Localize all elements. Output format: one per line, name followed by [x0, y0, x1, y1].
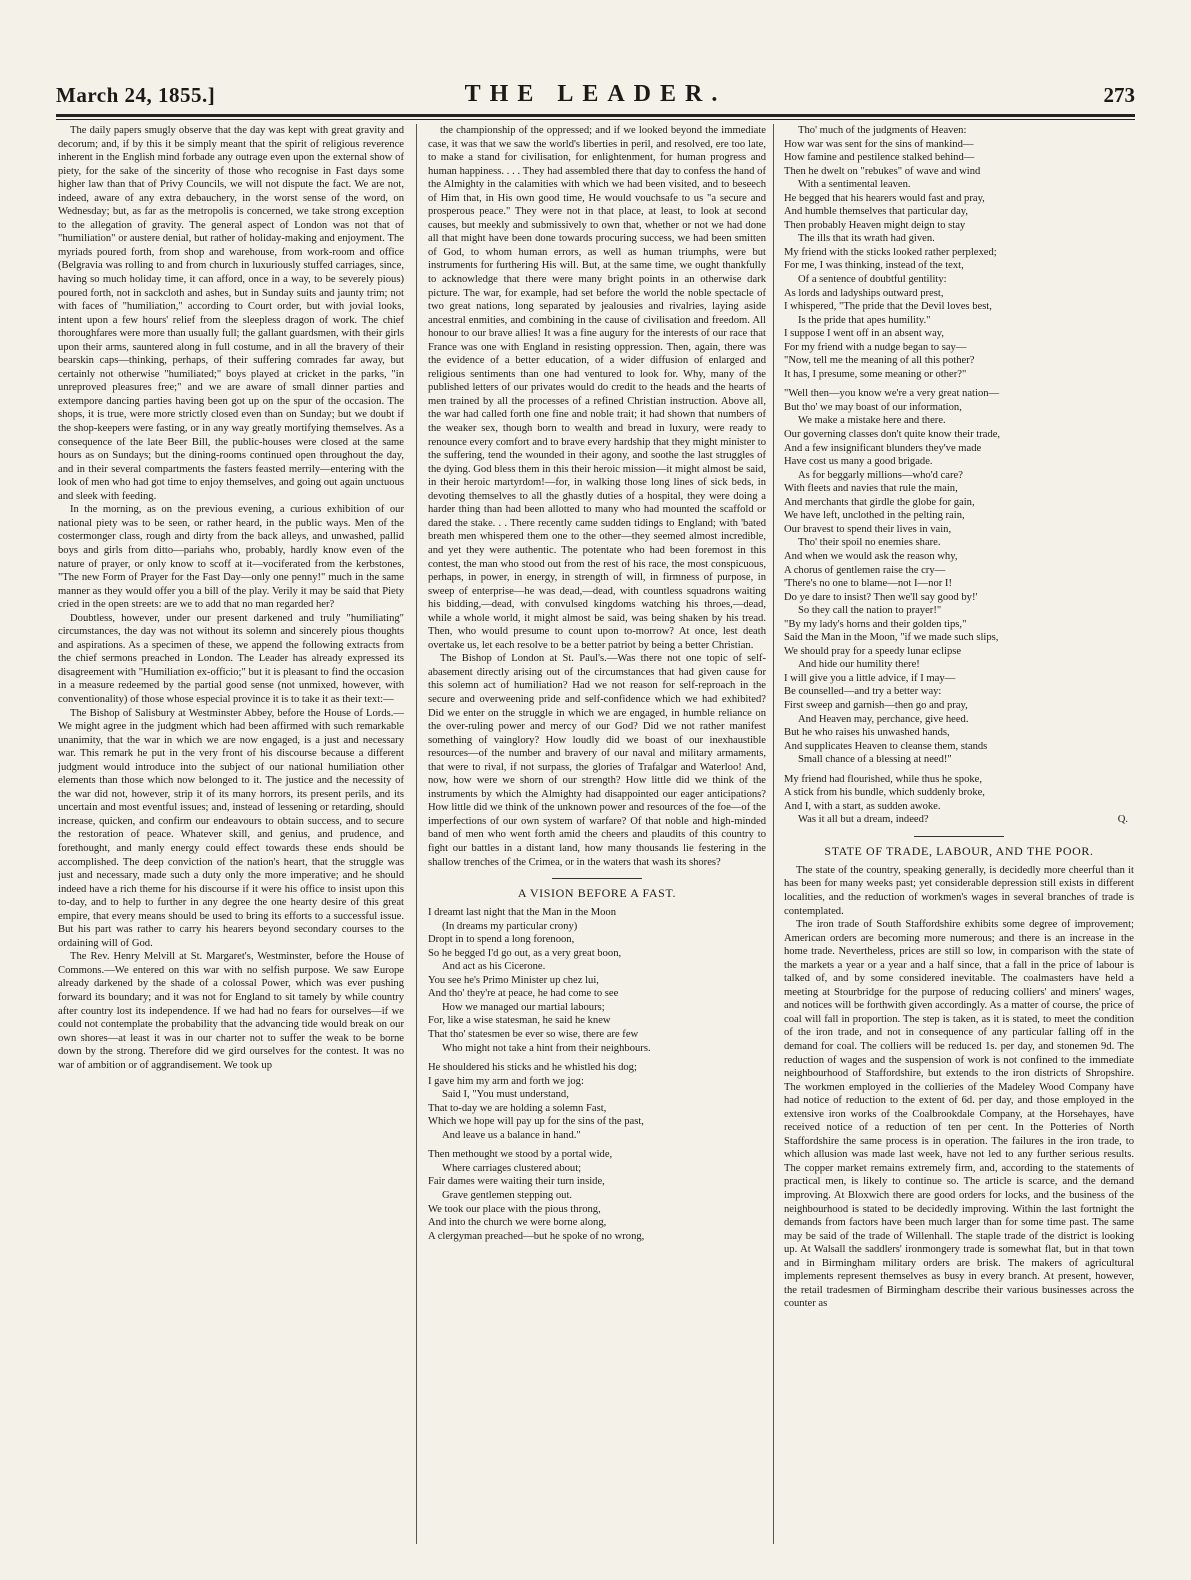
poem-stanza	[784, 124, 1134, 381]
poem-line: And into the church we were borne along,	[428, 1217, 607, 1229]
poem-line: And tho' they're at peace, he had come to see	[428, 988, 619, 1000]
poem-line: My friend with the sticks looked rather perplexed;	[784, 246, 997, 258]
poem-line: Our governing classes don't quite know their trade,	[784, 429, 1001, 441]
poem-line: Then methought we stood by a portal wide,	[428, 1149, 613, 1161]
masthead-rule	[56, 114, 1135, 117]
poem-line: Said I, "You must understand,	[442, 1089, 569, 1101]
masthead	[56, 76, 1135, 110]
section-divider	[914, 836, 1004, 837]
poem-line: For, like a wise statesman, he said he knew	[428, 1015, 611, 1027]
poem-line: But tho' we may boast of our information,	[784, 401, 962, 413]
poem-stanza	[428, 906, 766, 1055]
poem-line: For me, I was thinking, instead of the text,	[784, 260, 964, 272]
poem-line: It has, I presume, some meaning or other?"	[784, 368, 967, 380]
poem-line: I dreamt last night that the Man in the Moon	[428, 907, 617, 919]
article-paragraph: The state of the country, speaking generally, is decidedly more cheerful than it has been for many weeks past; yet considerable depression still exists in different localities, and the reduction of workmen's wages in several branches of trade is contemplated.	[784, 864, 1134, 917]
poem-line: Then he dwelt on "rebukes" of wave and wind	[784, 165, 981, 177]
poem-line: A chorus of gentlemen raise the cry—	[784, 564, 946, 576]
poem-line: He begged that his hearers would fast and pray,	[784, 192, 985, 204]
poem-line: Small chance of a blessing at need!"	[798, 754, 952, 766]
poem-stanza	[428, 1061, 766, 1142]
poem-line: That to-day we are holding a solemn Fast,	[428, 1102, 607, 1114]
poem-line: And I, with a start, as sudden awoke.	[784, 800, 941, 812]
poem-line: How war was sent for the sins of mankind—	[784, 138, 974, 150]
section-heading-trade: STATE OF TRADE, LABOUR, AND THE POOR.	[824, 843, 1094, 858]
article-paragraph: Doubtless, however, under our present darkened and truly "humiliating" circumstances, the day was not without its solemn and sincerely pious thoughts and aspirations. As a specimen of these, we append the following extracts from the chief sermons preached in London. The Leader has already expressed its disagreement with "Humiliation ex-officio;" but it is pleasant to find the occasion in a measure redeemed by the partial good sense (not unmixed, however, with conventionality) of those whose especial province it is to take it as their text:—	[58, 612, 404, 705]
newspaper-title: THE LEADER.	[464, 81, 727, 107]
poem-line: And act as his Cicerone.	[442, 961, 546, 973]
poem-line: And supplicates Heaven to cleanse them, stands	[784, 740, 988, 752]
poem-line: Which we hope will pay up for the sins of the past,	[428, 1116, 644, 1128]
masthead-rule-thin	[56, 119, 1135, 120]
article-paragraph: The daily papers smugly observe that the day was kept with great gravity and decorum; and, if by this it be simply meant that the spirit of religious reverence inherent in the English mind forbade any outrage even upon the external show of piety, for the sake of the sincerity of those who recognise in Fast days some higher law than that of Privy Councils, we will not dispute the fact. We are not, indeed, aware of any extra debauchery, in the worst sense of the word, on Wednesday; but, as far as the metropolis is concerned, we take strong exception to the allegation of gravity. The general aspect of London was not that of "humiliation" or austere denial, but rather of holiday-making and enjoyment. The myriads poured forth, from shop and warehouse, from work-room and office (Belgravia was rolling to and from church in luxuriously stuffed carriages, since, having so much holiday time, it can afford, once in a way, to be severely pious) poured forth, not in sackcloth and ashes, but in Sunday suits and jaunty trim; not with faces of "humiliation," according to Court order, but with jovial looks, intent upon a few hours' relief from the sleepless dragon of work. The chief thoroughfares were more than usually full; the gallant guardsmen, with their girls upon their arms, sauntered along in full costume, and in all the bravery of their bearskin caps—thinking, perhaps, of their suffering comrades far away, but certainly not otherwise "humiliated;" boys played at cricket in the parks, "in unreproved pleasures free;" and we are aware of small dinner parties and extempore dancing parties having been got up on the spur of the occasion. The shops, it is true, were more strictly closed even than on Sunday; but we doubt if the shop-keepers were fasting, or in any way greatly mortifying themselves. As a consequence of the late Beer Bill, the public-houses were closed at the same hours as on Sundays; but the dining-rooms continued open throughout the day, and in their several compartments the fasters feasted merrily—entering with the look of men who had got time to enjoy themselves, and going out again unctuous and sleek with feeding.	[58, 125, 404, 502]
poem-line: 'There's no one to blame—not I—nor I!	[784, 578, 952, 590]
column-1	[58, 124, 404, 1544]
poem-signature: Q.	[1117, 814, 1128, 826]
sermon-extract-melvill: The Rev. Henry Melvill at St. Margaret's, Westminster, before the House of Commons.—We entered on this war with no selfish purpose. We saw Europe already darkened by the shade of a colossal Power, which was ever pushing forward its boundary; and it was not for England to sit tamely by while country after country lost its independence. If we had had no fears for ourselves—if we could not contemplate the probability that the advancing tide would break on our own shores—at least it was in our charter not to suffer the weak to be borne down by the strong. Therefore did we gird ourselves for the contest. It was no war of ambition or of aggrandisement. We took up	[58, 951, 404, 1071]
poem-line: "Now, tell me the meaning of all this pother?	[784, 355, 975, 367]
poem-line: (In dreams my particular crony)	[442, 920, 578, 932]
poem-line: And merchants that girdle the globe for gain,	[784, 496, 975, 508]
poem-line: How we managed our martial labours;	[442, 1001, 605, 1013]
poem-line: And when we would ask the reason why,	[784, 550, 958, 562]
poem-line: With a sentimental leaven.	[798, 179, 911, 191]
poem-part-2	[784, 124, 1134, 813]
poem-line: A clergyman preached—but he spoke of no wrong,	[428, 1230, 645, 1242]
poem-line: Fair dames were waiting their turn inside,	[428, 1176, 605, 1188]
column-divider-1	[416, 124, 417, 1544]
poem-line: Dropt in to spend a long forenoon,	[428, 934, 575, 946]
poem-line: We have left, unclothed in the pelting rain,	[784, 510, 965, 522]
poem-line: Where carriages clustered about;	[442, 1162, 582, 1174]
poem-line: Then probably Heaven might deign to stay	[784, 219, 966, 231]
poem-line: As for beggarly millions—who'd care?	[798, 469, 963, 481]
poem-line: He shouldered his sticks and he whistled his dog;	[428, 1062, 637, 1074]
poem-line: I gave him my arm and forth we jog:	[428, 1075, 584, 1087]
sermon-extract-london: The Bishop of London at St. Paul's.—Was there not one topic of self-abasement directly arising out of the circumstances that had given cause for this solemn act of humiliation? Had we not reason for self-reproach in the secure and overweening pride and self-confidence which we had exhibited? Did we enter on the struggle in which we are engaged, in humble reliance on the over-ruling power and mercy of our God? Did we not rather manifest something of vainglory? How loudly did we boast of our inexhaustible resources—of the number and bravery of our naval and military armaments, that were to rival, if not surpass, the glories of Trafalgar and Waterloo! And, now, how were we shorn of our strength? How little did we think of the instruments by which the Almighty had disappointed our eager anticipations? How little did we think of the unknown power and resources of the foe—of the imperfections of our own system of warfare? Of that noble and high-minded band of men who went forth amid the cheers and plaudits of this country to fight our battles in a distant land, how many thousands lie festering in the shallow trenches of the Crimea, or in the waters that wash its shores?	[428, 653, 766, 868]
poem-line: And Heaven may, perchance, give heed.	[798, 713, 969, 725]
poem-line: For my friend with a nudge began to say—	[784, 341, 967, 353]
section-divider	[552, 878, 642, 879]
poem-line: A stick from his bundle, which suddenly broke,	[784, 787, 985, 799]
poem-line: I whispered, "The pride that the Devil loves best,	[784, 301, 992, 313]
poem-line: Who might not take a hint from their neighbours.	[442, 1042, 651, 1054]
poem-line: Tho' much of the judgments of Heaven:	[798, 125, 967, 136]
poem-line: And leave us a balance in hand."	[442, 1129, 581, 1141]
column-divider-2	[773, 124, 774, 1544]
poem-title: A VISION BEFORE A FAST.	[517, 886, 677, 901]
poem-line: So they call the nation to prayer!"	[798, 605, 942, 617]
poem-line: And a few insignificant blunders they've made	[784, 442, 982, 454]
poem-line: "By my lady's horns and their golden tips,"	[784, 618, 967, 630]
poem-last-line: Was it all but a dream, indeed? Q.	[784, 813, 1134, 827]
poem-line: My friend had flourished, while thus he spoke,	[784, 773, 983, 785]
poem-line: Tho' their spoil no enemies share.	[798, 537, 941, 549]
poem-part-1	[428, 906, 766, 1243]
column-3	[784, 124, 1134, 1544]
poem-line: And hide our humility there!	[798, 659, 920, 671]
poem-line: That tho' statesmen be ever so wise, there are few	[428, 1029, 639, 1040]
poem-line: Be counselled—and try a better way:	[784, 686, 942, 698]
poem-line: Do ye dare to insist? Then we'll say good by!'	[784, 591, 978, 603]
poem-line: With fleets and navies that rule the main,	[784, 483, 958, 495]
poem-line: Grave gentlemen stepping out.	[442, 1190, 573, 1202]
page-number: 273	[1103, 83, 1135, 107]
poem-line: I suppose I went off in an absent way,	[784, 328, 945, 340]
poem-line: But he who raises his unwashed hands,	[784, 727, 950, 739]
poem-line: Is the pride that apes humility."	[798, 314, 931, 326]
poem-line: "Well then—you know we're a very great nation—	[784, 388, 1000, 400]
poem-line: Of a sentence of doubtful gentility:	[798, 274, 947, 286]
poem-line: Have cost us many a good brigade.	[784, 456, 933, 468]
poem-line: As lords and ladyships outward prest,	[784, 287, 944, 299]
poem-line: You see he's Primo Minister up chez lui,	[428, 974, 599, 986]
poem-line: We should pray for a speedy lunar eclipse	[784, 645, 962, 657]
issue-date: March 24, 1855.]	[56, 83, 216, 107]
article-paragraph: the championship of the oppressed; and if we looked beyond the immediate case, it was that we saw the world's liberties in peril, and resolved, ere too late, to make a stand for civilisation, for enlightenment, for human progress and human happiness. . . . They had assembled there that day to confess the hand of the Almighty in the calamities with which we had been visited, and to beseech of Him that, in His own good time, He would vouchsafe to us "a secure and prosperous peace." They were not in that place, at least, to look at second causes, but meekly and submissively to own that, whether or not we had done all that might have been done towards procuring success, we had been smitten of God, to whom human errors, as well as human triumphs, were but instruments for furthering His will. But, at the same time, we ought thankfully to acknowledge that there were many bright points in an otherwise dark picture. The war, for example, had set before the world the noble spectacle of two great nations, long separated by jealousies and rivalries, laying aside ancestral enmities, and combining in the cause of civilisation and freedom. All honour to our brave allies! It was a fine augury for the interests of our race that France was one with England in resisting oppression. Then, again, there was the evidence of a better education, of a wider diffusion of enlarged and religious sentiments than one had ventured to look for. Why, many of the published letters of our privates would do credit to the heads and the hearts of men trained by all the processes of a refined Christian instruction. Above all, the war had called forth one fine and noble trait; it had shown that numbers of the weaker sex, though born to wealth and bread in luxury, were ready to renounce every comfort and to brave every hardship that they might minister to the suffering, tend the wounded in their agony, and soothe the last struggles of the dying. God bless them in this their heroic mission—it might almost be said, in their heroic martyrdom!—for, in walking those long lines of sick beds, in devoting themselves to all the ghastly duties of a hospital, they were doing a harder thing than had been allotted to many who had mounted the scaffold or dared the stake. . . There recently came sudden tidings to England; with 'bated breath men whispered them one to the other—they seemed almost incredible, and yet they were authentic. The potentate who had been foremost in this contest, the man who stood out from the rest of his race, the most conspicuous, perhaps, in power, in energy, in strength of will, in firmness of purpose, in sweep of enterprise—he was dead,—dead, with countless squadrons waiting his bidding,—dead, with convulsed kingdoms watching his throes,—dead, while a whole world, it might almost be said, was being shaken by his tread. Then, who would presume to count upon to-morrow? At once, lest death overtake us, let each resolve to be a better patriot by being a better Christian.	[428, 125, 766, 651]
poem-stanza	[428, 1148, 766, 1243]
poem-stanza	[784, 773, 1134, 814]
poem-line: We took our place with the pious throng,	[428, 1203, 601, 1215]
poem-line: Said the Man in the Moon, "if we made such slips,	[784, 632, 999, 644]
poem-stanza	[784, 387, 1134, 766]
poem-line: Our bravest to spend their lives in vain,	[784, 523, 952, 535]
column-2	[428, 124, 766, 1544]
poem-line: First sweep and garnish—then go and pray,	[784, 699, 968, 711]
article-paragraph: In the morning, as on the previous evening, a curious exhibition of our national piety was to be seen, or rather heard, in the public ways. Men of the costermonger class, rough and dirty from the back alleys, and unwashed, pallid boys and girls from ditto—pariahs who, probably, hardly know even of the nature of prayer, or only know to scoff at it—vociferated from the kerbstones, "The new Form of Prayer for the Fast Day—only one penny!" much in the same manner as they would offer you a bill of the play. Verily it may be said that Piety cried in the open streets: are we to add that no man regarded her?	[58, 504, 404, 611]
poem-line: And humble themselves that particular day,	[784, 206, 969, 218]
poem-line: We make a mistake here and there.	[798, 415, 946, 427]
poem-line: The ills that its wrath had given.	[798, 233, 935, 245]
poem-line: So he begged I'd go out, as a very great boon,	[428, 947, 622, 959]
sermon-extract-salisbury: The Bishop of Salisbury at Westminster Abbey, before the House of Lords.—We might agree in the judgment which had been affirmed with such remarkable unanimity, that the war in which we are now engaged, is a just and necessary war. This remark he put in the very front of his discourse because a different judgment would introduce into the subject of our national humiliation other elements than those which now belonged to it. The justice and the necessity of the war did not, however, strip it of its many horrors, its present perils, and its uncertain and most eventful issues; and, instead of lessening or retarding, should increase, quicken, and confirm our endeavours to obtain success, and to secure the restoration of peace. Whatever skill, and genius, and prudence, and forethought, and manly energy could effect towards these ends should be accomplished. The deep conviction of the nation's heart, that the struggle was just and necessary, made such a duty only the more imperative; and he should indeed have a rich theme for his discourse if it were his office to insist upon this to-day, and to help to further in any degree the one hearty desire of this great empire, that every means should be used to bring its efforts to a successful issue. But his part was rather to carry his hearers beyond secondary courses to the ordaining will of God.	[58, 707, 404, 949]
poem-line: I will give you a little advice, if I may—	[784, 672, 956, 684]
article-paragraph: The iron trade of South Staffordshire exhibits some degree of improvement; American orders are becoming more numerous; and there is an increase in the home trade. Nevertheless, prices are still so low, in comparison with the state of the markets a year or a year and a half since, that a fall in the price of labour is talked of, and by some considered inevitable. The coalmasters have held a meeting at Stourbridge for the purpose of reducing colliers' and miners' wages, and notices will be forthwith given accordingly. As a matter of course, the price of coal will fall in proportion. The step is taken, as it is stated, to meet the condition of the iron trade, and not in consequence of any particular falling off in the demand for coal. The colliers will be reduced 1s. per day, and stonemen 9d. The reduction of wages and the suspension of work is not confined to the immediate neighbourhood of Staffordshire, but extends to the iron districts of Shropshire. The workmen employed in the collieries of the Madeley Wood Company have had notice of reduction to the extent of 6d. per day, and those employed in the extensive iron works of the Coalbrookdale Company, at the Horsehayes, have received notice of a reduction of ten per cent. In the Potteries of North Staffordshire the same process is in operation. The failures in the iron trade, to which allusion was made last week, have not led to any further serious results. The copper market remains extremely firm, and, according to the statements of practical men, is likely to continue so. The article is scarce, and the demand improving. At Bloxwich there are good orders for locks, and the business of the neighbourhood is stated to be decidedly improving. Within the last fortnight the demands from factors have been much larger than for some time past. The same may be said of the trade of Willenhall. The staple trade of the district is looking up. At Walsall the saddlers' ironmongery trade is somewhat flat, but in that town and in Birmingham military orders are brisk. The makers of agricultural implements represent themselves as busy in every branch. At present, however, the retail tradesmen of Birmingham describe their various businesses across the counter as	[784, 919, 1134, 1310]
poem-line: How famine and pestilence stalked behind—	[784, 152, 975, 164]
